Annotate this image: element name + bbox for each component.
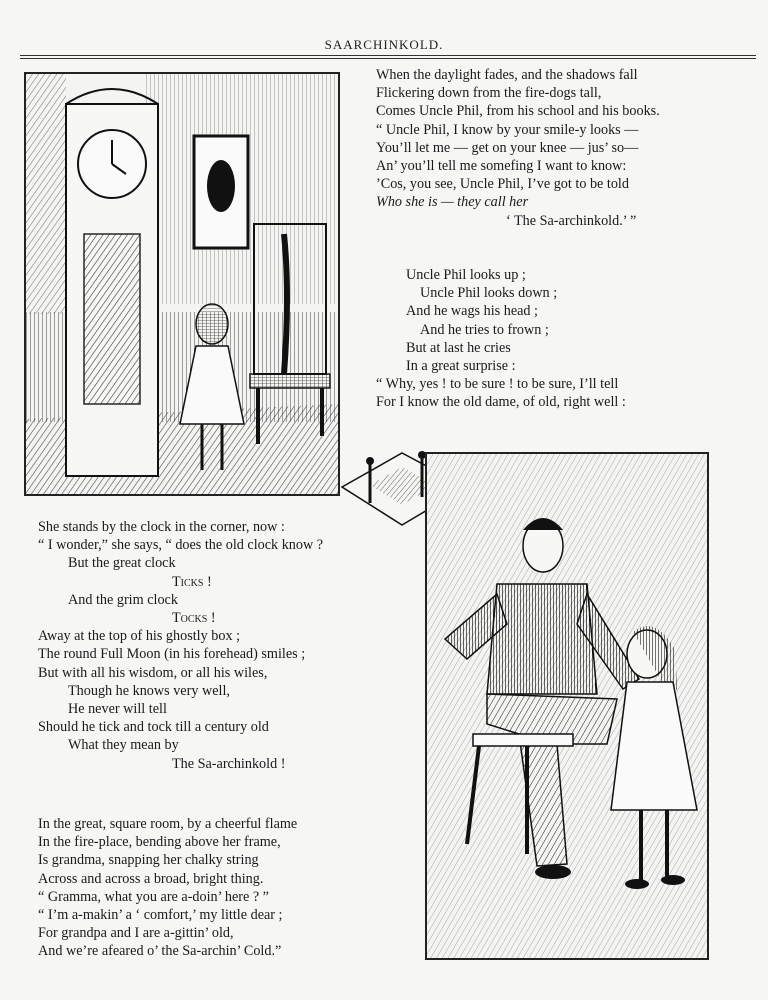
verse-line: In the fire-place, bending above her frame, bbox=[38, 834, 281, 851]
verse-line: For I know the old dame, of old, right well : bbox=[376, 394, 626, 411]
verse-line: What they mean by bbox=[68, 737, 179, 754]
header-rule bbox=[20, 58, 756, 59]
verse-line: He never will tell bbox=[68, 701, 167, 718]
verse-line: Across and across a broad, bright thing. bbox=[38, 870, 264, 887]
verse-line: And he wags his head ; bbox=[406, 303, 538, 320]
verse-line: “ I wonder,” she says, “ does the old clock know ? bbox=[38, 537, 324, 554]
verse-line: Should he tick and tock till a century old bbox=[38, 719, 269, 736]
verse-line: Flickering down from the fire-dogs tall, bbox=[376, 85, 602, 102]
verse-line: But with all his wisdom, or all his wiles, bbox=[38, 664, 268, 681]
verse-line: Away at the top of his ghostly box ; bbox=[38, 628, 241, 645]
verse-line: And he tries to frown ; bbox=[420, 321, 549, 338]
verse-line: She stands by the clock in the corner, now : bbox=[38, 519, 285, 535]
verse-line: You’ll let me — get on your knee — jus’ so— bbox=[376, 139, 639, 156]
verse-line: Who she is — they call her bbox=[376, 194, 529, 211]
header-rule bbox=[20, 55, 756, 56]
verse-line: And the grim clock bbox=[68, 591, 178, 608]
verse-line: “ Why, yes ! to be sure ! to be sure, I’ll tell bbox=[376, 376, 619, 393]
verse-line: ‘ The Sa-archinkold.’ ” bbox=[506, 212, 637, 229]
stanza-3 bbox=[38, 518, 323, 773]
verse-line: “ I’m a-makin’ a ‘ comfort,’ my little dear ; bbox=[38, 907, 283, 924]
verse-line: An’ you’ll tell me somefing I want to know: bbox=[376, 158, 627, 175]
stanza-4 bbox=[38, 815, 297, 961]
verse-line: For grandpa and I are a-gittin’ old, bbox=[38, 925, 234, 942]
verse-line: Uncle Phil looks up ; bbox=[406, 267, 526, 283]
verse-line: Tocks ! bbox=[172, 610, 216, 627]
verse-line: Is grandma, snapping her chalky string bbox=[38, 852, 259, 869]
verse-line: ’Cos, you see, Uncle Phil, I’ve got to be told bbox=[376, 176, 629, 193]
stanza-2 bbox=[376, 266, 626, 412]
verse-line: The Sa-archinkold ! bbox=[172, 755, 286, 772]
verse-line: The round Full Moon (in his forehead) smiles ; bbox=[38, 646, 306, 663]
verse-line: “ Gramma, what you are a-doin’ here ? ” bbox=[38, 888, 269, 905]
verse-line: Comes Uncle Phil, from his school and his books. bbox=[376, 103, 660, 120]
uncle-phil-illustration bbox=[425, 452, 709, 960]
stanza-1 bbox=[376, 66, 660, 230]
verse-line: When the daylight fades, and the shadows fall bbox=[376, 67, 638, 83]
verse-line: In a great surprise : bbox=[406, 358, 516, 375]
running-head: SAARCHINKOLD. bbox=[324, 37, 444, 52]
verse-line: Uncle Phil looks down ; bbox=[420, 285, 558, 302]
verse-line: In the great, square room, by a cheerful flame bbox=[38, 816, 298, 832]
verse-line: But the great clock bbox=[68, 555, 176, 572]
verse-line: Ticks ! bbox=[172, 573, 212, 590]
clock-scene-illustration bbox=[24, 72, 340, 496]
verse-line: But at last he cries bbox=[406, 339, 511, 356]
verse-line: “ Uncle Phil, I know by your smile-y looks — bbox=[376, 121, 639, 138]
verse-line: Though he knows very well, bbox=[68, 682, 230, 699]
verse-line: And we’re afeared o’ the Sa-archin’ Cold.” bbox=[38, 943, 282, 960]
